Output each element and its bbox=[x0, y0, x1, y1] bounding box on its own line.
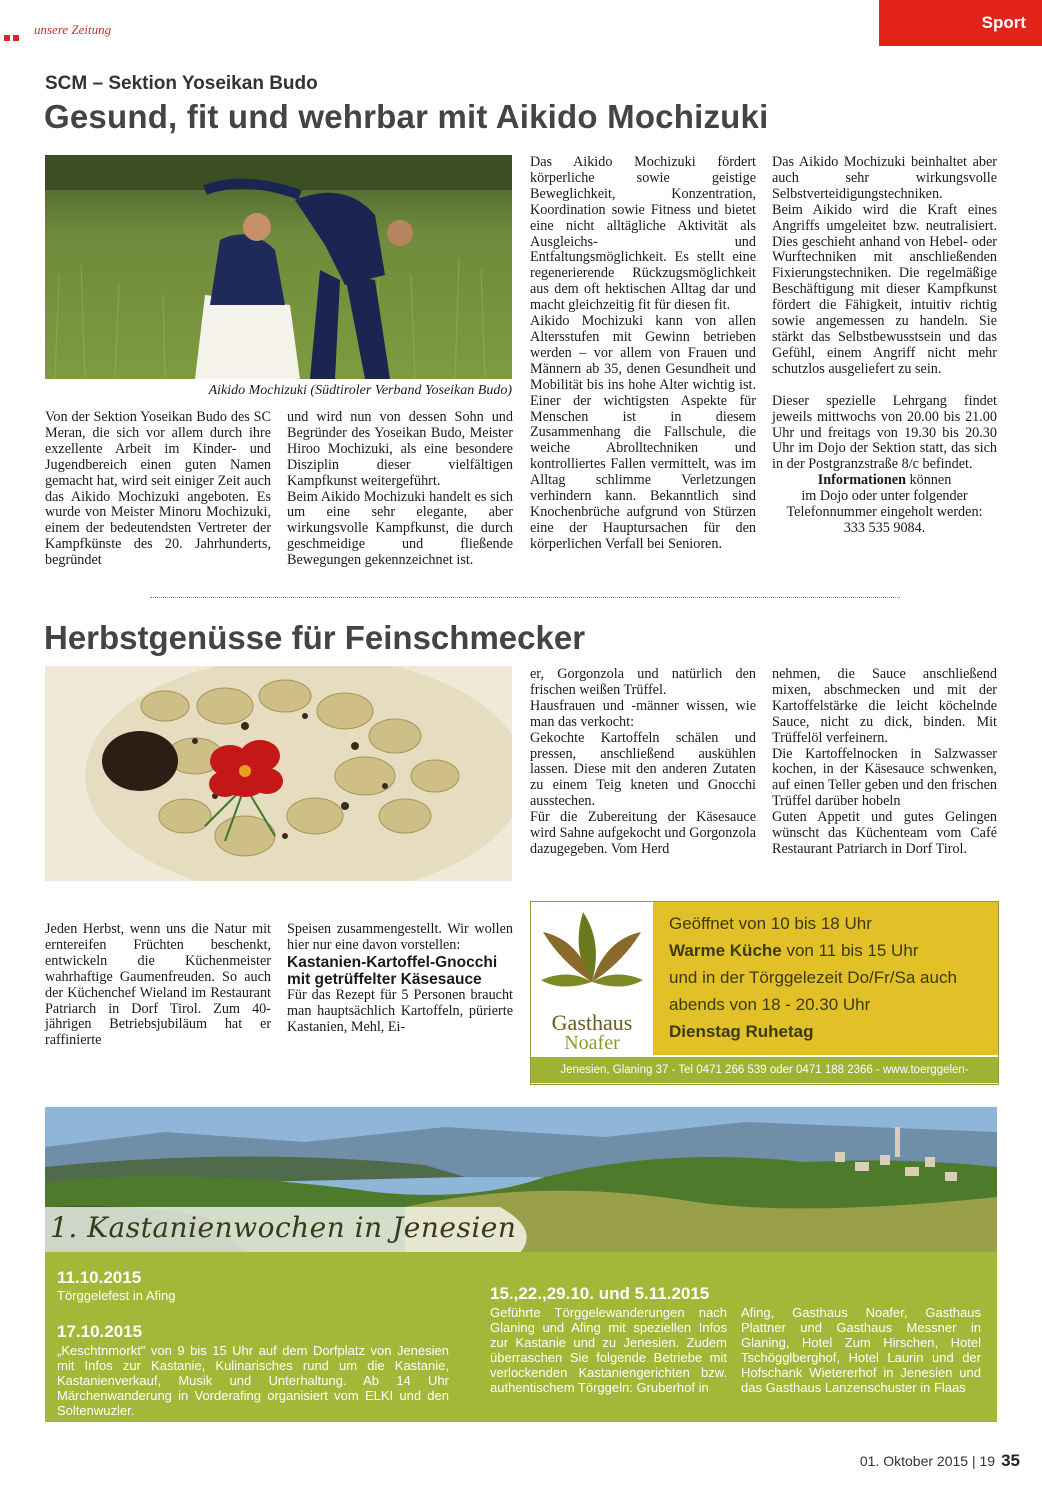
paragraph: Guten Appetit und gutes Gelingen wünscht das Küchenteam vom Café Restaurant Patriarch in Dorf Tirol. bbox=[772, 809, 997, 857]
article2-column-3 bbox=[530, 667, 756, 858]
article2-column-4 bbox=[772, 667, 997, 858]
page-number: 35 bbox=[1001, 1451, 1020, 1470]
info-text: im Dojo oder unter folgender bbox=[801, 488, 968, 505]
paragraph: Jeden Herbst, wenn uns die Natur mit erntereifen Früchten beschenkt, entwickeln die Küchenmeister wahrhaftige Gaumenfreuden. So auch der Küchenchef Wieland im Restaurant Patriarch in Dorf Tirol. Zum 40-jährigen Betriebsjubiläum hat er raffinierte bbox=[45, 921, 271, 1049]
recipe-title: Kastanien-Kartoffel-Gnocchi mit getrüffelter Käsesauce bbox=[287, 953, 498, 988]
article2-column-1 bbox=[45, 922, 271, 1049]
paragraph: Das Aikido Mochizuki fördert körperliche sowie geistige Beweglichkeit, Konzentration, Koordination sowie Fitness und bietet eine nicht alltägliche Aktivität als Ausgleichs- und Entfaltungsmöglichkeit. Es stellt eine regenerierende Rückzugsmöglichkeit aus dem oft hektischen Alltag dar und macht gleichzeitig fit für diesen fit. bbox=[530, 154, 756, 314]
paragraph: Von der Sektion Yoseikan Budo des SC Meran, die sich vor allem durch ihre exzellente Arbeit im Kinder- und Jugendbereich einen guten Namen gemacht hat, wird seit einiger Zeit auch das Aikido Mochizuki angeboten. Es wurde von Meister Minoru Mochizuki, einem der bedeutendsten Vertreter der Kampfkünste des 20. Jahrhunderts, begründet bbox=[45, 409, 271, 569]
aikido-photo bbox=[45, 155, 512, 379]
kastanien-title-banner bbox=[0, 1207, 540, 1253]
event-text: Törggelefest in Afing bbox=[57, 1288, 176, 1303]
article-kicker: SCM – Sektion Yoseikan Budo bbox=[45, 73, 318, 94]
paragraph: Für die Zubereitung der Käsesauce wird Sahne aufgekocht und Gorgonzola dazugegeben. Vom Herd bbox=[530, 809, 756, 857]
kastanien-event-box bbox=[45, 1252, 997, 1422]
phone-number: 333 535 9084. bbox=[843, 519, 926, 536]
paragraph: Für das Rezept für 5 Personen braucht man hauptsächlich Kartoffeln, pürierte Kastanien, Mehl, Ei- bbox=[287, 986, 513, 1035]
publication-logo: unsere Zeitung bbox=[34, 22, 112, 37]
info-block bbox=[772, 473, 997, 537]
section-label: Sport bbox=[981, 13, 1026, 32]
article1-column-1 bbox=[45, 410, 271, 569]
paragraph: Das Aikido Mochizuki beinhaltet aber auch sehr wirkungsvolle Selbstverteidigungstechniken. bbox=[772, 154, 997, 202]
paragraph: Speisen zusammengestellt. Wir wollen hier nur eine davon vorstellen: bbox=[287, 921, 513, 953]
section-divider bbox=[150, 597, 900, 598]
gnocchi-photo bbox=[45, 666, 512, 881]
paragraph: Gekochte Kartoffeln schälen und pressen, anschließend auskühlen lassen. Diese mit den anderen Zutaten zu einem Teig kneten und Gnocchi ausstechen. bbox=[530, 729, 756, 810]
logo-text: Gasthaus bbox=[551, 1010, 633, 1035]
article-headline: Gesund, fit und wehrbar mit Aikido Mochizuki bbox=[44, 98, 769, 135]
article1-column-4 bbox=[772, 155, 997, 537]
article2-column-2 bbox=[287, 922, 513, 1036]
gasthaus-advertisement bbox=[530, 901, 999, 1102]
logo-text: Noafer bbox=[564, 1032, 620, 1054]
ad-contact-bar: Jenesien, Glaning 37 - Tel 0471 266 539 oder 0471 188 2366 - www.toerggelen-jenesien.com bbox=[531, 1057, 998, 1083]
kastanien-title: 1. Kastanienwochen in Jenesien bbox=[50, 1211, 517, 1244]
issue-date: 01. Oktober 2015 | 19 bbox=[859, 1453, 996, 1469]
event-text: Afing, Gasthaus Noafer, Gasthaus Plattner und Gasthaus Messner in Glaning, Hotel Zum Hirschen, Hotel Tschögglberghof, Hotel Laurin und der Hofschank Wietererhof in Jenesien und das Gasthaus Lanzenschuster in Flaas bbox=[741, 1305, 981, 1395]
ad-kitchen bbox=[669, 941, 918, 961]
gasthaus-logo bbox=[531, 902, 653, 1055]
ad-season: und in der Törggelezeit Do/Fr/Sa auch bbox=[669, 968, 957, 987]
paragraph: Hausfrauen und -männer wissen, wie man das verkocht: bbox=[530, 697, 756, 730]
event-text: „Keschtnmorkt" von 9 bis 15 Uhr auf dem Dorfplatz von Jenesien mit Infos zur Kastanie, Kulinarisches rund um die Kastanie, Kastanienverkauf, Musik und Unterhaltung. Ab 14 Uhr Märchenwanderung in Vorderafing organisiert vom ELKI und den Soltenwuzler. bbox=[57, 1343, 449, 1418]
paragraph: er, Gorgonzola und natürlich den frischen weißen Trüffel. bbox=[530, 666, 756, 698]
info-text: Telefonnummer eingeholt werden: bbox=[786, 504, 983, 521]
paragraph: Beim Aikido wird die Kraft eines Angriffs umgeleitet bzw. neutralisiert. Dies geschieht anhand von Hebel- oder Wurftechniken mit anschließenden Fixierungstechniken. Die regelmäßige Beschäftigung mit dieser Kampfkunst fördert die Fähigkeit, intuitiv richtig sowie angemessen zu handeln. Sie stärkt das Selbstbewusstsein und das Gefühl, einem Angriff nicht mehr schutzlos ausgeliefert zu sein. bbox=[772, 201, 997, 377]
section-tab bbox=[879, 0, 1042, 46]
chestnut-leaf-icon bbox=[531, 902, 653, 1012]
paragraph: Dieser spezielle Lehrgang findet jeweils mittwochs von 20.00 bis 21.00 Uhr und freitags von 19.30 bis 20.30 Uhr im Dojo der Sektion statt, das sich in der Postgranzstraße 8/c befindet. bbox=[772, 392, 997, 473]
event-date: 17.10.2015 bbox=[57, 1322, 143, 1341]
header-marks bbox=[4, 28, 24, 34]
ad-kitchen-hours: von 11 bis 15 Uhr bbox=[781, 941, 919, 960]
article-headline: Herbstgenüsse für Feinschmecker bbox=[44, 619, 586, 656]
photo-caption: Aikido Mochizuki (Südtiroler Verband Yoseikan Budo) bbox=[208, 383, 512, 398]
ad-closed-day: Dienstag Ruhetag bbox=[669, 1022, 814, 1041]
paragraph: Die Kartoffelnocken in Salzwasser kochen, in der Käsesauce schwenken, auf einen Teller geben und den frischen Trüffel darüber hobeln bbox=[772, 745, 997, 810]
article1-column-3 bbox=[530, 155, 756, 553]
ad-kitchen-label: Warme Küche bbox=[669, 941, 782, 960]
page-footer bbox=[860, 1451, 1020, 1471]
event-text: Geführte Törggelewanderungen nach Glaning und Afing mit speziellen Infos zur Kastanie und zu Jenesien. Zudem überraschen Sie folgende Betriebe mit verlockenden Kastaniengerichten bzw. authentischem Törggeln: Gruberhof in bbox=[490, 1305, 727, 1395]
info-label: Informationen bbox=[817, 472, 906, 489]
article1-column-2 bbox=[287, 410, 513, 569]
info-text: können bbox=[905, 472, 952, 489]
event-date: 15.,22.,29.10. und 5.11.2015 bbox=[490, 1284, 710, 1303]
paragraph: Beim Aikido Mochizuki handelt es sich um eine sehr elegante, aber wirkungsvolle Kampfkunst, die durch geschmeidige und fließende Bewegungen gekennzeichnet ist. bbox=[287, 488, 513, 569]
paragraph: Aikido Mochizuki kann von allen Altersstufen mit Gewinn betrieben werden – vor allem von Frauen und Männern ab 35, denen Gesundheit und Mobilität bis ins hohe Alter wichtig ist. Einer der wichtigsten Aspekte für Menschen ist in diesem Zusammenhang die Fallschule, die weiche Abrolltechniken und kontrolliertes Fallen vermittelt, was im Alltag schlimme Verletzungen verhindern kann. Bekanntlich sind Knochenbrüche aufgrund von Stürzen eine der Hauptursachen für den körperlichen Verfall bei Senioren. bbox=[530, 313, 756, 552]
ad-hours: Geöffnet von 10 bis 18 Uhr bbox=[669, 914, 872, 933]
paragraph: nehmen, die Sauce anschließend mixen, abschmecken und mit der Kartoffelstärke die leicht köchelnde Sauce, nicht zu dick, binden. Mit Trüffelöl verfeinern. bbox=[772, 666, 997, 746]
event-date: 11.10.2015 bbox=[57, 1268, 142, 1287]
ad-info-panel bbox=[653, 902, 998, 1055]
paragraph: und wird nun von dessen Sohn und Begründer des Yoseikan Budo, Meister Hiroo Mochizuki, als eine besondere Disziplin dieser vielfältigen Kampfkunst weitergeführt. bbox=[287, 409, 513, 489]
ad-evening: abends von 18 - 20.30 Uhr bbox=[669, 995, 871, 1014]
